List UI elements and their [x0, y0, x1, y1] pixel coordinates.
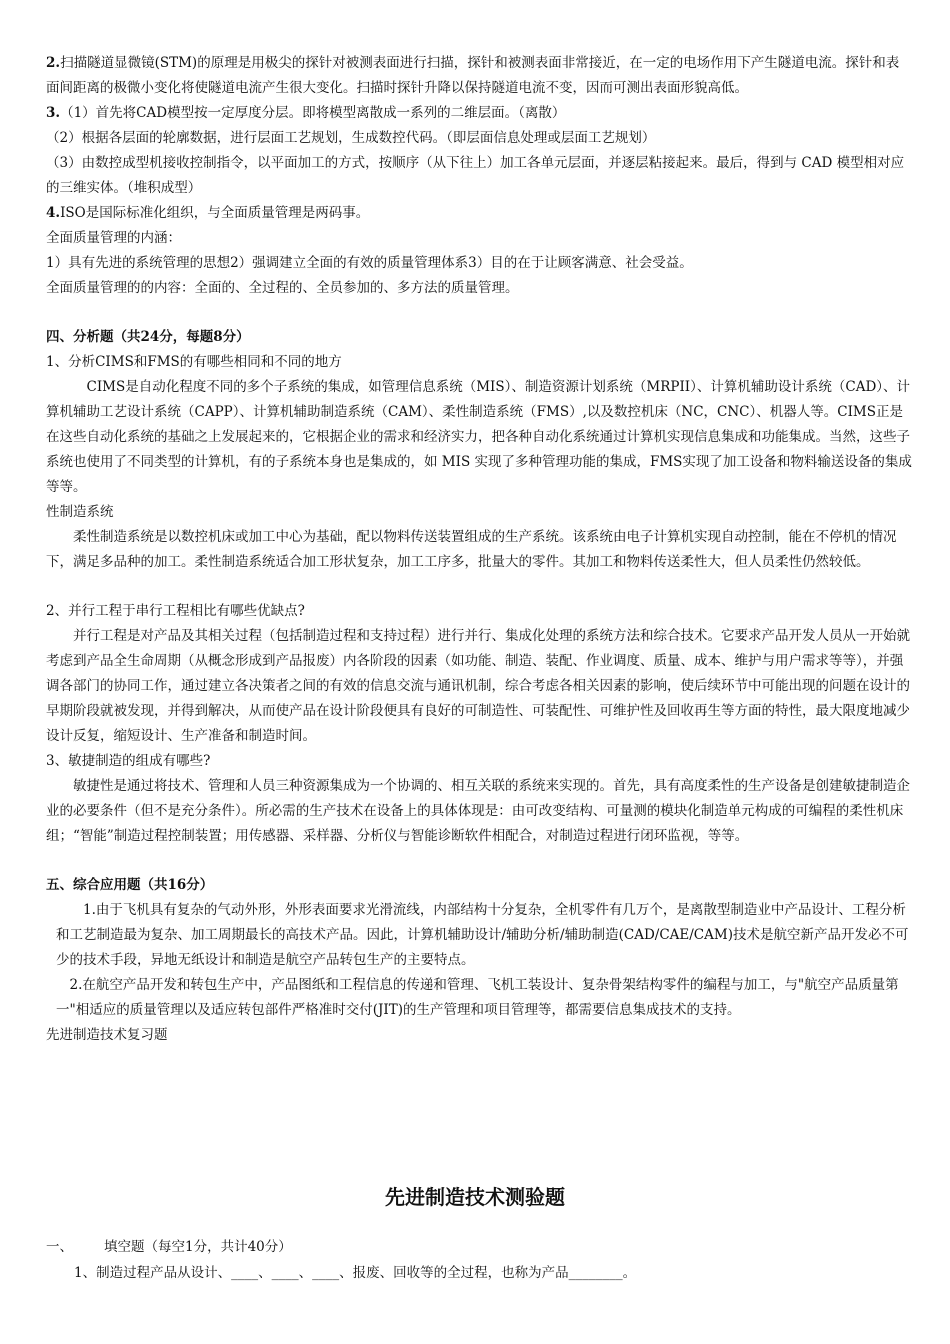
quiz-section-label: 填空题（每空1分，共计40分）: [104, 1239, 292, 1255]
section-4-heading: 四、分析题（共24分，每题8分）: [46, 329, 250, 345]
section-5-heading: 五、综合应用题（共16分）: [46, 877, 214, 893]
quiz-section-number: 一、: [46, 1239, 73, 1255]
quiz-question-1: 1、制造过程产品从设计、____、____、____、报废、回收等的全过程，也称为产品________。: [74, 1265, 637, 1281]
answer-4-line-4: 全面质量管理的的内容：全面的、全过程的、全员参加的、多方法的质量管理。: [46, 280, 519, 296]
question-1: 1、分析CIMS和FMS的有哪些相同和不同的地方: [46, 354, 342, 370]
question-1-fms-label: 性制造系统: [46, 504, 114, 520]
answer-2-number: 2.: [46, 55, 61, 71]
section-5-answer-2: 2.在航空产品开发和转包生产中，产品图纸和工程信息的传递和管理、飞机工装设计、复杂骨架结构零件的编程与加工，与"航空产品质量第一"相适应的质量管理以及适应转包部件严格准时交付(JIT)的生产管理和项目管理等，都需要信息集成技术的支持。: [56, 977, 899, 1018]
answer-3-text: （1）首先将CAD模型按一定厚度分层。即将模型离散成一系列的二维层面。（离散）: [60, 105, 566, 121]
question-2-answer: 并行工程是对产品及其相关过程（包括制造过程和支持过程）进行并行、集成化处理的系统方法和综合技术。它要求产品开发人员从一开始就考虑到产品全生命周期（从概念形成到产品报废）内各阶段的因素（如功能、制造、装配、作业调度、质量、成本、维护与用户需求等等），并强调各部门的协同工作，通过建立各决策者之间的有效的信息交流与通讯机制，综合考虑各相关因素的影响，使后续环节中可能出现的问题在设计的早期阶段就被发现，并得到解决，从而使产品在设计阶段便具有良好的可制造性、可装配性、可维护性及回收再生等方面的特性，最大限度地减少设计反复，缩短设计、生产准备和制造时间。: [46, 628, 910, 744]
review-footer-line: 先进制造技术复习题: [46, 1027, 168, 1043]
question-1-answer-cims: CIMS是自动化程度不同的多个子系统的集成，如管理信息系统（MIS）、制造资源计划系统（MRPII）、计算机辅助设计系统（CAD）、计算机辅助工艺设计系统（CAPP）、计算机辅助制造系统（CAM）、柔性制造系统（FMS）,以及数控机床（NC，CNC）、机器人等。CIMS正是在这些自动化系统的基础之上发展起来的，它根据企业的需求和经济实力，把各种自动化系统通过计算机实现信息集成和功能集成。当然，这些子系统也使用了不同类型的计算机，有的子系统本身也是集成的，如 MIS 实现了多种管理功能的集成，FMS实现了加工设备和物料输送设备的集成等等。: [46, 379, 912, 495]
question-3: 3、敏捷制造的组成有哪些?: [46, 753, 211, 769]
answer-4-line-3: 1）具有先进的系统管理的思想2）强调建立全面的有效的质量管理体系3）目的在于让顾客满意、社会受益。: [46, 255, 693, 271]
answer-3-step-3: （3）由数控成型机接收控制指令，以平面加工的方式，按顺序（从下往上）加工各单元层面，并逐层粘接起来。最后，得到与 CAD 模型相对应的三维实体。（堆积成型）: [46, 155, 905, 196]
answer-3-step-2: （2）根据各层面的轮廓数据，进行层面工艺规划，生成数控代码。（即层面信息处理或层面工艺规划）: [46, 130, 656, 146]
section-5-answer-1: 1.由于飞机具有复杂的气动外形，外形表面要求光滑流线，内部结构十分复杂，全机零件有几万个，是离散型制造业中产品设计、工程分析和工艺制造最为复杂、加工周期最长的高技术产品。因此，计算机辅助设计/辅助分析/辅助制造(CAD/CAE/CAM)技术是航空新产品开发必不可少的技术手段，异地无纸设计和制造是航空产品转包生产的主要特点。: [56, 902, 909, 968]
answer-3-number: 3.: [46, 105, 61, 121]
answer-4-text: ISO是国际标准化组织，与全面质量管理是两码事。: [60, 205, 370, 221]
answer-4-line-2: 全面质量管理的内涵：: [46, 230, 181, 246]
answer-2: [46, 51, 912, 101]
quiz-title: 先进制造技术测验题: [385, 1185, 565, 1209]
question-2: 2、并行工程于串行工程相比有哪些优缺点?: [46, 603, 305, 619]
answer-4: [46, 201, 912, 226]
answer-2-text: 扫描隧道显微镜(STM)的原理是用极尖的探针对被测表面进行扫描，探针和被测表面非常接近，在一定的电场作用下产生隧道电流。探针和表面间距离的极微小变化将使隧道电流产生很大变化。扫描时探针升降以保持隧道电流不变，因而可测出表面形貌高低。: [46, 55, 900, 96]
question-3-answer: 敏捷性是通过将技术、管理和人员三种资源集成为一个协调的、相互关联的系统来实现的。首先，具有高度柔性的生产设备是创建敏捷制造企业的必要条件（但不是充分条件）。所必需的生产技术在设备上的具体体现是：由可改变结构、可量测的模块化制造单元构成的可编程的柔性机床组；“智能”制造过程控制装置；用传感器、采样器、分析仪与智能诊断软件相配合，对制造过程进行闭环监视，等等。: [46, 778, 910, 844]
question-1-answer-fms: 柔性制造系统是以数控机床或加工中心为基础，配以物料传送装置组成的生产系统。该系统由电子计算机实现自动控制，能在不停机的情况下，满足多品种的加工。柔性制造系统适合加工形状复杂，加工工序多，批量大的零件。其加工和物料传送柔性大，但人员柔性仍然较低。: [46, 529, 897, 570]
answer-3: [46, 101, 912, 126]
answer-4-number: 4.: [46, 205, 61, 221]
